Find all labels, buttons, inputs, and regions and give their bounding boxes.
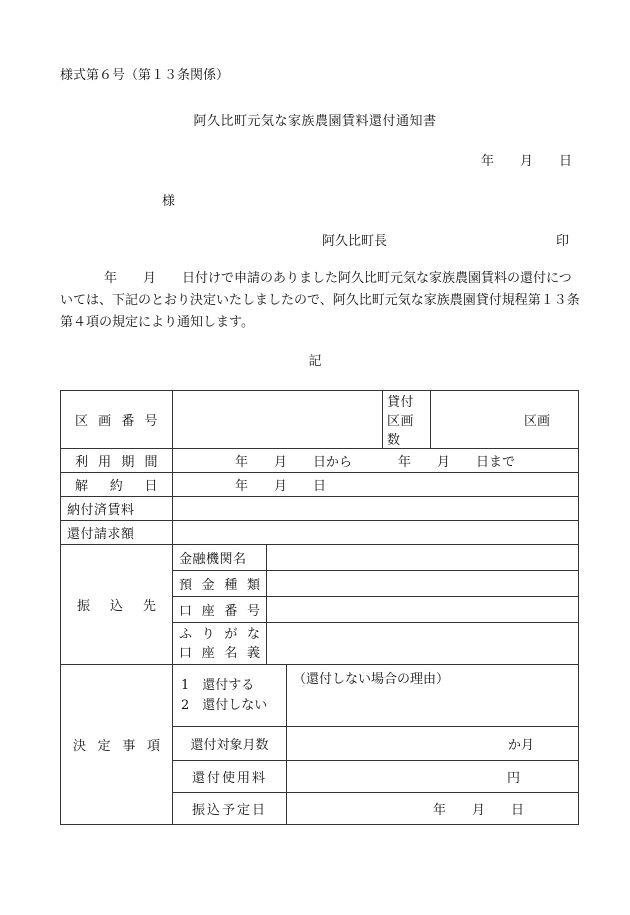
lot-count-unit: 区画 [431,391,579,449]
period-from: 年 月 日から [235,455,353,470]
cancel-date-label: 解 約 日 [61,473,173,497]
no-refund-reason: （還付しない場合の理由） [287,665,579,727]
table-row [61,449,579,473]
months-unit: か月 [287,727,579,761]
paid-rent-label: 納付済賃料 [61,497,173,521]
bank-value [267,545,579,571]
addressee-suffix: 様 [162,194,176,209]
lot-count-label: 貸付区画数 [383,391,431,449]
sender-title: 阿久比町長 [322,234,388,249]
seal-mark: 印 [556,234,570,249]
notice-paragraph: 年 月 日付けで申請のありました阿久比町元気な家族農園賃料の還付については、下記のとおり決定いたしましたので、阿久比町元気な家族農園貸付規程第１３条第４項の規定により通知します。 [60,271,580,330]
transfer-date-value: 年 月 日 [287,793,579,825]
transfer-date-label: 振込予定日 [173,793,287,825]
deposit-type-label: 預 金 種 類 [173,571,267,597]
account-name-label: ふ り が な 口 座 名 義 [173,623,267,665]
issue-date: 年 月 日 [480,154,572,169]
table-row [61,521,579,545]
ki-heading: 記 [308,354,322,369]
account-number-label: 口 座 番 号 [173,597,267,623]
period-value [173,449,579,473]
lot-number-value [173,391,383,449]
deposit-type-value [267,571,579,597]
notice-body [60,268,580,334]
transfer-to-label: 振 込 先 [61,545,173,665]
lot-number-label: 区 画 番 号 [61,391,173,449]
form-number: 様式第６号（第１３条関係） [60,68,230,83]
table-row [61,391,579,449]
period-to: 年 月 日まで [398,455,516,470]
document-title: 阿久比町元気な家族農園賃料還付通知書 [193,114,437,129]
option-refund: 1 還付する [181,677,255,693]
account-number-value [267,597,579,623]
table-row [61,497,579,521]
decision-options [173,665,287,727]
refund-amount-unit: 円 [287,761,579,793]
months-label: 還付対象月数 [173,727,287,761]
account-name-value [267,623,579,665]
bank-label: 金融機関名 [173,545,267,571]
refund-request-label: 還付請求額 [61,521,173,545]
table-row [61,473,579,497]
decision-label: 決 定 事 項 [61,665,173,825]
refund-table [60,390,579,825]
table-row [61,545,579,571]
option-no-refund: 2 還付しない [181,697,268,713]
table-row [61,665,579,727]
period-label: 利 用 期 間 [61,449,173,473]
cancel-date-value: 年 月 日 [173,473,579,497]
paid-rent-value [173,497,579,521]
refund-request-value [173,521,579,545]
refund-amount-label: 還付使用料 [173,761,287,793]
